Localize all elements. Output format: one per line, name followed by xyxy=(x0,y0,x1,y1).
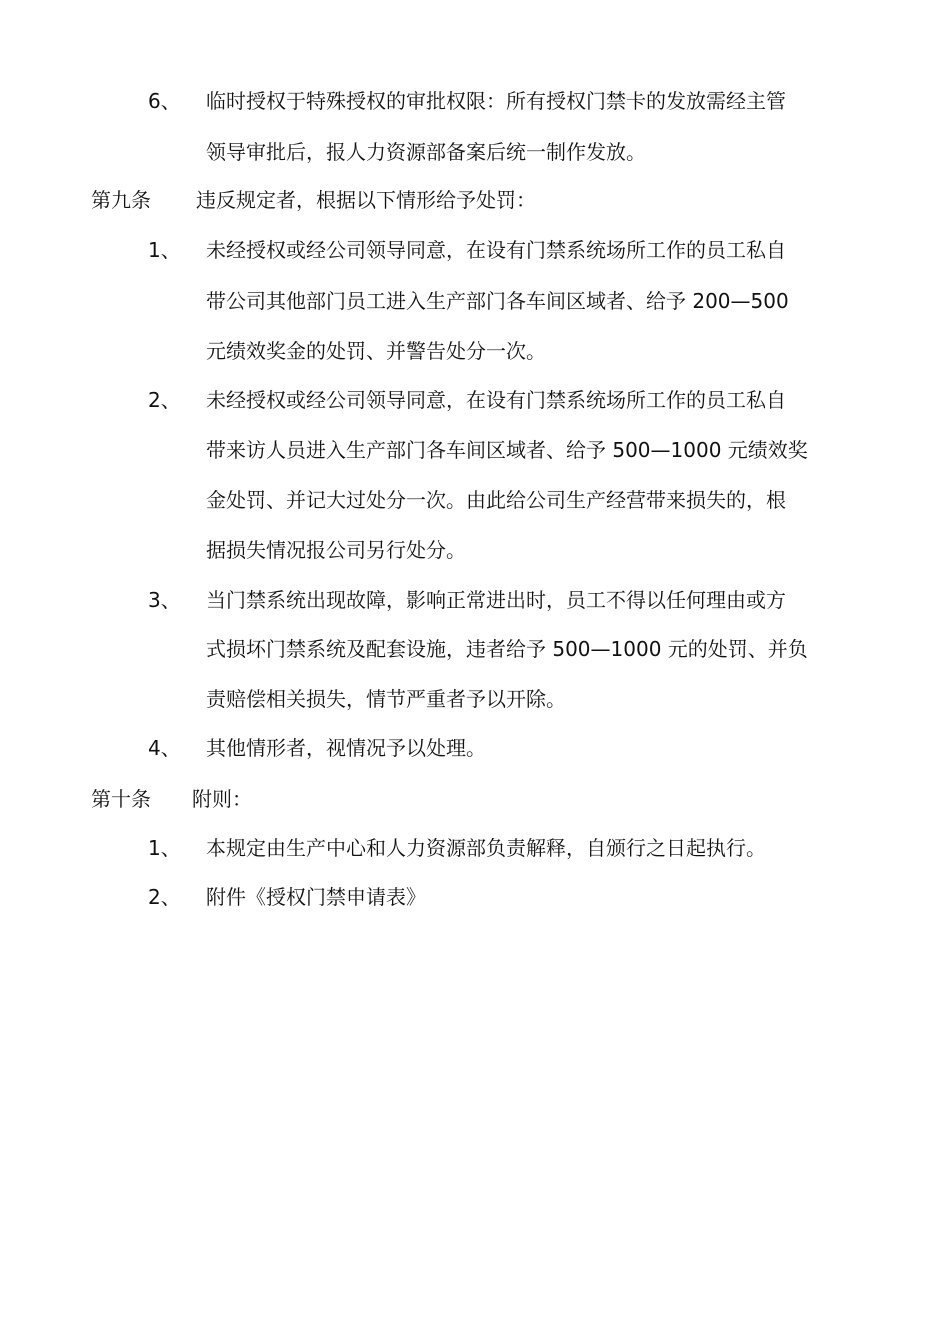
clause-text: 其他情形者，视情况予以处理。 xyxy=(206,736,486,760)
clause-text: 据损失情况报公司另行处分。 xyxy=(206,538,466,562)
list-marker: 3、 xyxy=(148,588,181,612)
clause-text: 未经授权或经公司领导同意，在设有门禁系统场所工作的员工私自 xyxy=(206,388,786,412)
article-heading: 第十条 xyxy=(91,787,151,811)
clause-text: 领导审批后，报人力资源部备案后统一制作发放。 xyxy=(206,140,646,164)
list-marker: 1、 xyxy=(148,238,181,262)
list-marker: 2、 xyxy=(148,885,181,909)
list-marker: 2、 xyxy=(148,388,181,412)
list-marker: 6、 xyxy=(148,89,181,113)
article-heading: 第九条 xyxy=(91,188,151,212)
article-text: 违反规定者，根据以下情形给予处罚： xyxy=(196,188,536,212)
list-marker: 1、 xyxy=(148,836,181,860)
clause-text: 附件《授权门禁申请表》 xyxy=(206,885,426,909)
clause-text: 元绩效奖金的处罚、并警告处分一次。 xyxy=(206,339,546,363)
clause-text: 临时授权于特殊授权的审批权限：所有授权门禁卡的发放需经主管 xyxy=(206,89,786,113)
clause-text: 当门禁系统出现故障，影响正常进出时，员工不得以任何理由或方 xyxy=(206,588,786,612)
clause-text: 金处罚、并记大过处分一次。由此给公司生产经营带来损失的，根 xyxy=(206,488,786,512)
clause-text: 带来访人员进入生产部门各车间区域者、给予 500—1000 元绩效奖 xyxy=(206,438,808,462)
clause-text: 式损坏门禁系统及配套设施，违者给予 500—1000 元的处罚、并负 xyxy=(206,637,808,661)
clause-text: 责赔偿相关损失，情节严重者予以开除。 xyxy=(206,687,566,711)
article-text: 附则： xyxy=(192,787,252,811)
clause-text: 未经授权或经公司领导同意，在设有门禁系统场所工作的员工私自 xyxy=(206,238,786,262)
clause-text: 本规定由生产中心和人力资源部负责解释，自颁行之日起执行。 xyxy=(206,836,766,860)
clause-text: 带公司其他部门员工进入生产部门各车间区域者、给予 200—500 xyxy=(206,289,789,313)
list-marker: 4、 xyxy=(148,736,181,760)
